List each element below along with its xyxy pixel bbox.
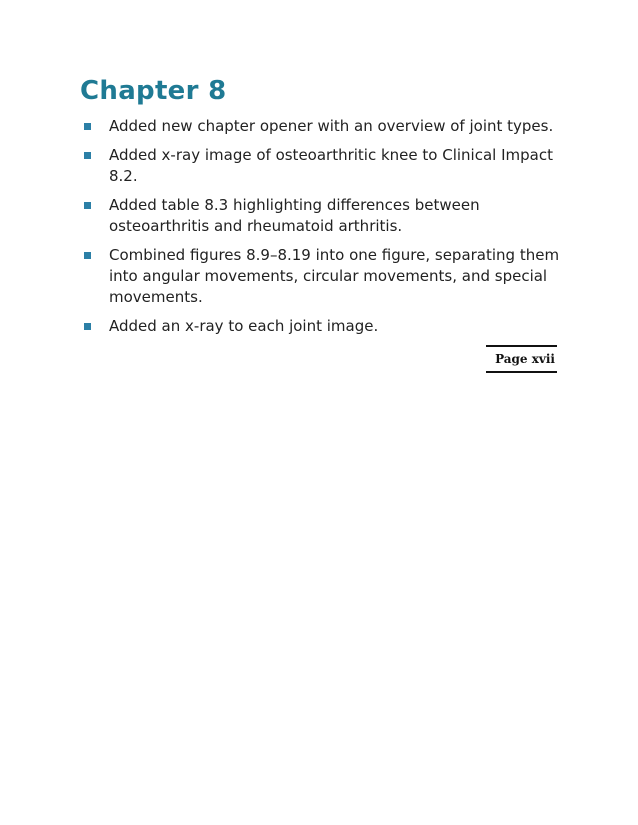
square-bullet-icon (84, 152, 91, 159)
square-bullet-icon (84, 123, 91, 130)
list-item (82, 316, 562, 337)
square-bullet-icon (84, 252, 91, 259)
list-item (82, 116, 562, 137)
list-item-text: Added new chapter opener with an overview of joint types. (109, 117, 554, 135)
list-item-text: Added x-ray image of osteoarthritic knee to Clinical Impact 8.2. (109, 146, 553, 185)
list-item (82, 195, 562, 237)
changes-list (82, 116, 562, 345)
chapter-title: Chapter 8 (80, 76, 227, 106)
list-item-text: Added an x-ray to each joint image. (109, 317, 379, 335)
list-item (82, 145, 562, 187)
square-bullet-icon (84, 202, 91, 209)
list-item-text: Combined figures 8.9–8.19 into one figure, separating them into angular movements, circular movements, and special movements. (109, 246, 560, 306)
list-item-text: Added table 8.3 highlighting differences between osteoarthritis and rheumatoid arthritis. (109, 196, 480, 235)
page-marker (486, 345, 557, 373)
square-bullet-icon (84, 323, 91, 330)
page-marker-label: Page xvii (495, 352, 555, 366)
list-item (82, 245, 562, 308)
